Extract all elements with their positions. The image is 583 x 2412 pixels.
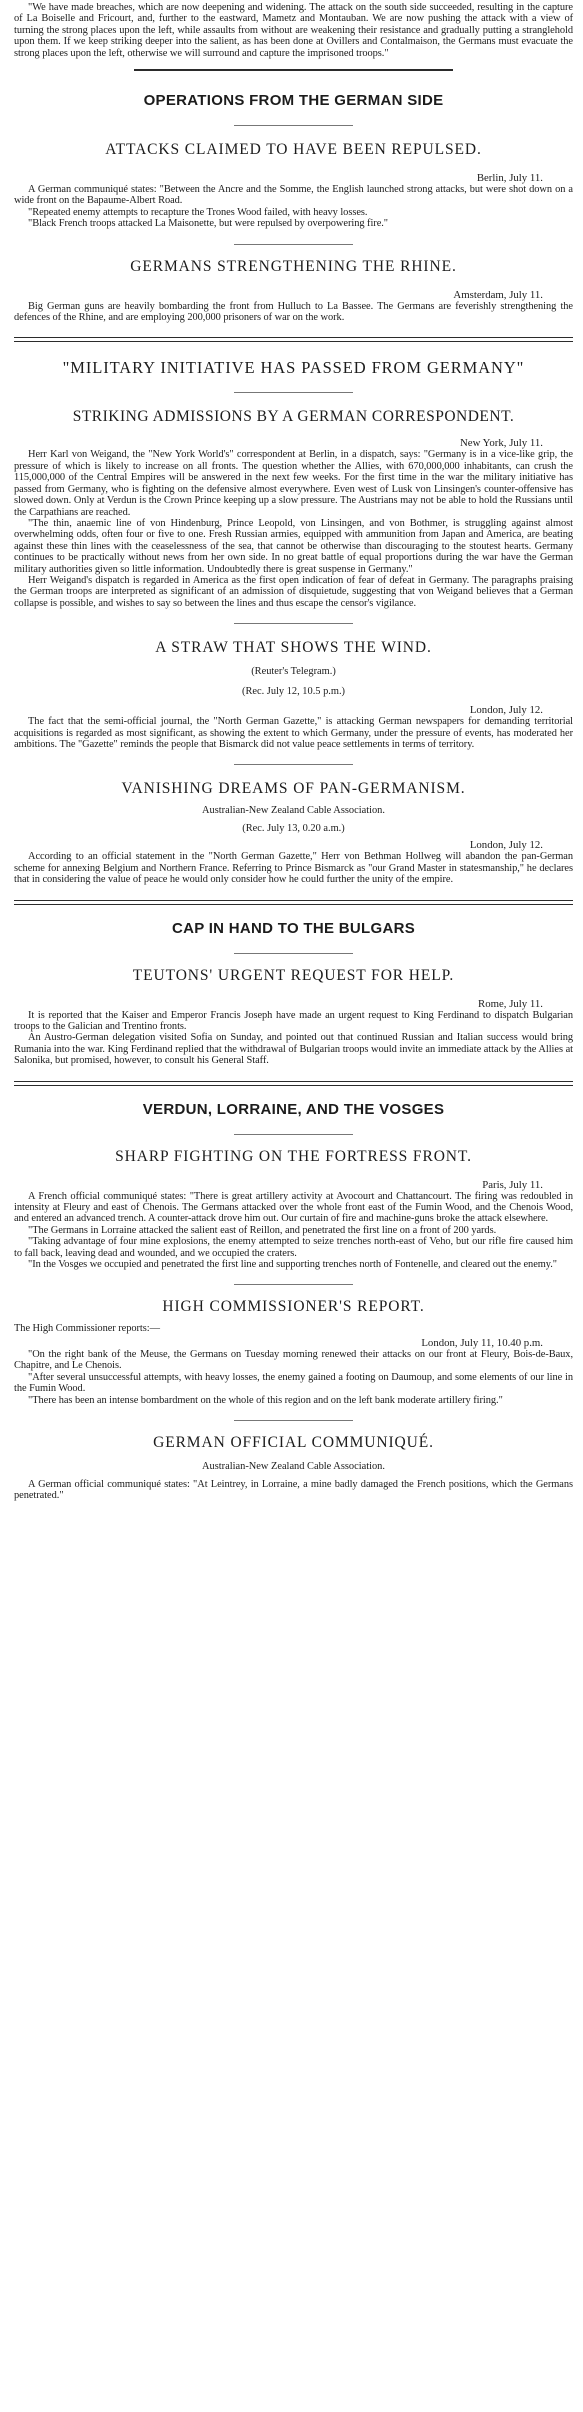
dateline-berlin: Berlin, July 11. [476, 172, 543, 185]
subheading-communique: GERMAN OFFICIAL COMMUNIQUÉ. [153, 1433, 434, 1451]
dateline-london: London, July 11, 10.40 p.m. [421, 1336, 543, 1349]
subsection-divider [234, 953, 353, 954]
source-line: (Reuter's Telegram.) [251, 666, 336, 678]
section-heading-initiative: "MILITARY INITIATIVE HAS PASSED FROM GERMANY" [62, 358, 525, 378]
source-line: Australian-New Zealand Cable Association. [202, 1460, 385, 1472]
article-paragraph: It is reported that the Kaiser and Emperor Francis Joseph have made an urgent request to King Ferdinand to dispatch Bulgarian troops to the Galician and Trentino fronts. [14, 1009, 573, 1032]
section-heading-bulgars: CAP IN HAND TO THE BULGARS [171, 919, 416, 937]
article-paragraph: Herr Weigand's dispatch is regarded in America as the first open indication of fear of defeat in Germany. The paragraphs praising the German troops are interpreted as significant of an admission of disquietude, suggesting that von Weigand believes that a German collapse is possible, and wishes to say so between the lines and thus escape the censor's vigilance. [14, 574, 573, 609]
received-line: (Rec. July 12, 10.5 p.m.) [241, 686, 346, 698]
subheading-commissioner: HIGH COMMISSIONER'S REPORT. [162, 1298, 425, 1316]
lead-line: The High Commissioner reports:— [14, 1323, 160, 1335]
section-divider [14, 900, 573, 905]
subheading-fighting: SHARP FIGHTING ON THE FORTRESS FRONT. [115, 1147, 472, 1165]
article-paragraph: Herr Karl von Weigand, the "New York World's" correspondent at Berlin, in a dispatch, says: "Germany is in a vice-like grip, the pressure of which is likely to increase on all fronts. The question whether the Allies, with 670,000,000 inhabitants, can crush the 115,000,000 of the Central Empires will be answered in the next few weeks. For the first time in the war the military initiative has passed from Germany, who is fighting on the defensive almost everywhere. Even west of Lusk von Linsingen's counter-offensive has slowed down. Only at Verdun is the Crown Prince keeping up a slow pressure. The Austrians may not be able to hold the Russians until the Carpathians are reached. [14, 449, 573, 518]
article-paragraph: "Taking advantage of four mine explosions, the enemy attempted to seize trenches north-east of Veho, but our rifle fire caused him to fall back, leaving dead and wounded, and we occupied the craters. [14, 1236, 573, 1259]
subheading-rhine: GERMANS STRENGTHENING THE RHINE. [130, 257, 457, 275]
article-paragraph: A German official communiqué states: "At Leintrey, in Lorraine, a mine badly damaged the French positions, which the Germans penetrated." [14, 1478, 573, 1502]
subheading-straw: A STRAW THAT SHOWS THE WIND. [155, 639, 432, 657]
subsection-divider [234, 623, 353, 624]
intro-paragraph: "We have made breaches, which are now deepening and widening. The attack on the south side succeeded, resulting in the capture of La Boiselle and Fricourt, and, further to the eastward, Mametz and Montauban. We are now pushing the attack with a view of turning the strong places upon the left, while assaults from without are weakening their resistance and gradually putting a stranglehold upon them. If we keep striking deeper into the salient, as has been done at Ovillers and Contalmaison, the Germans must evacuate the strong places upon the left, otherwise we will surround and capture the imprisoned troops." [14, 2, 573, 59]
section-heading-verdun: VERDUN, LORRAINE, AND THE VOSGES [142, 1100, 445, 1118]
section-heading-german-side: OPERATIONS FROM THE GERMAN SIDE [143, 92, 444, 110]
article-paragraph: "Repeated enemy attempts to recapture the Trones Wood failed, with heavy losses. [28, 206, 368, 218]
subheading-request: TEUTONS' URGENT REQUEST FOR HELP. [132, 966, 455, 984]
article-paragraph: "In the Vosges we occupied and penetrated the first line and supporting trenches north of Fontenelle, and cleared out the enemy." [28, 1259, 558, 1271]
article-paragraph: Big German guns are heavily bombarding the front from Hulluch to La Bassee. The Germans are feverishly strengthening the defences of the Rhine, and are employing 200,000 prisoners of war on the work. [14, 300, 573, 324]
dateline-london: London, July 12. [469, 704, 543, 717]
received-line: (Rec. July 13, 0.20 a.m.) [242, 823, 345, 835]
subsection-divider [234, 244, 353, 245]
article-paragraph: According to an official statement in the "North German Gazette," Herr von Bethman Hollweg will abandon the pan-German scheme for annexing Belgium and Northern France. Referring to Prince Bismarck as "our Grand Master in statesmanship," he declares that in considering the value of peace he would only consider how he could further the unity of the empire. [14, 851, 573, 886]
dateline-new-york: New York, July 11. [460, 437, 543, 450]
article-paragraph: "The Germans in Lorraine attacked the salient east of Reillon, and penetrated the first line on a front of 200 yards. [28, 1224, 497, 1236]
subsection-divider [234, 764, 353, 765]
subheading-admissions: STRIKING ADMISSIONS BY A GERMAN CORRESPONDENT. [72, 408, 515, 426]
article-paragraph: "After several unsuccessful attempts, with heavy losses, the enemy gained a footing on Daumoup, and some elements of our line in the Fumin Wood. [14, 1371, 573, 1395]
section-divider [14, 1081, 573, 1086]
article-paragraph: "The thin, anaemic line of von Hindenburg, Prince Leopold, von Linsingen, and von Bothmer, is struggling against almost overwhelming odds, often four or five to one. Fresh Russian armies, equipped with ammunition from Japan and America, are beating against these thin lines with the ceaselessness of the sea, that cannot be otherwise than discouraging to the stoutest hearts. Germany continues to be practically without news from her own side. In no great battle of equal proportions during the war have the German military authorities given so little information. Undoubtedly there is great suspense in Germany." [14, 517, 573, 575]
subsection-divider [234, 1134, 353, 1135]
subsection-divider [234, 1284, 353, 1285]
article-paragraph: A German communiqué states: "Between the Ancre and the Somme, the English launched strong attacks, but were shot down on a wide front on the Bapaume-Albert Road. [14, 184, 573, 207]
dateline-paris: Paris, July 11. [482, 1178, 543, 1191]
section-divider [14, 337, 573, 342]
dateline-amsterdam: Amsterdam, July 11. [453, 288, 543, 301]
subsection-divider [234, 125, 353, 126]
article-paragraph: The fact that the semi-official journal, the "North German Gazette," is attacking German newspapers for demanding territorial acquisitions is regarded as most significant, as showing the extent to which Germany, under the pressure of events, has moderated her ambitions. The "Gazette" reminds the people that Bismarck did not value peace settlements in terms of territory. [14, 716, 573, 750]
source-line: Australian-New Zealand Cable Association. [202, 805, 385, 817]
article-paragraph: "Black French troops attacked La Maisonette, but were repulsed by overpowering fire." [28, 218, 388, 230]
dateline-london: London, July 12. [469, 839, 543, 852]
subheading-pan-germanism: VANISHING DREAMS OF PAN-GERMANISM. [121, 780, 466, 798]
article-paragraph: "On the right bank of the Meuse, the Germans on Tuesday morning renewed their attacks on our front at Fleury, Bois-de-Baux, Chapitre, and Le Chenois. [14, 1348, 573, 1372]
dateline-rome: Rome, July 11. [478, 997, 543, 1010]
article-paragraph: A French official communiqué states: "There is great artillery activity at Avocourt and Chattancourt. The firing was redoubled in intensity at Fleury and east of Chenois. The Germans attacked over the whole front east of the Fumin Wood, and the Chenois Wood, and entered an advanced trench. A counter-attack drove him out. Our curtain of fire and machine-guns broke the attack elsewhere. [14, 1190, 573, 1225]
article-paragraph: "There has been an intense bombardment on the whole of this region and on the left bank moderate artillery firing." [28, 1394, 503, 1406]
subsection-divider [234, 1420, 353, 1421]
subheading-repulsed: ATTACKS CLAIMED TO HAVE BEEN REPULSED. [105, 141, 482, 159]
article-paragraph: An Austro-German delegation visited Sofia on Sunday, and pointed out that continued Russian and Italian success would bring Rumania into the war. King Ferdinand replied that the withdrawal of Bulgarian troops would invite an immediate attack by the Allies at Salonika, but promised, however, to consult his General Staff. [14, 1032, 573, 1067]
subsection-divider [234, 392, 353, 393]
section-divider [134, 69, 453, 71]
